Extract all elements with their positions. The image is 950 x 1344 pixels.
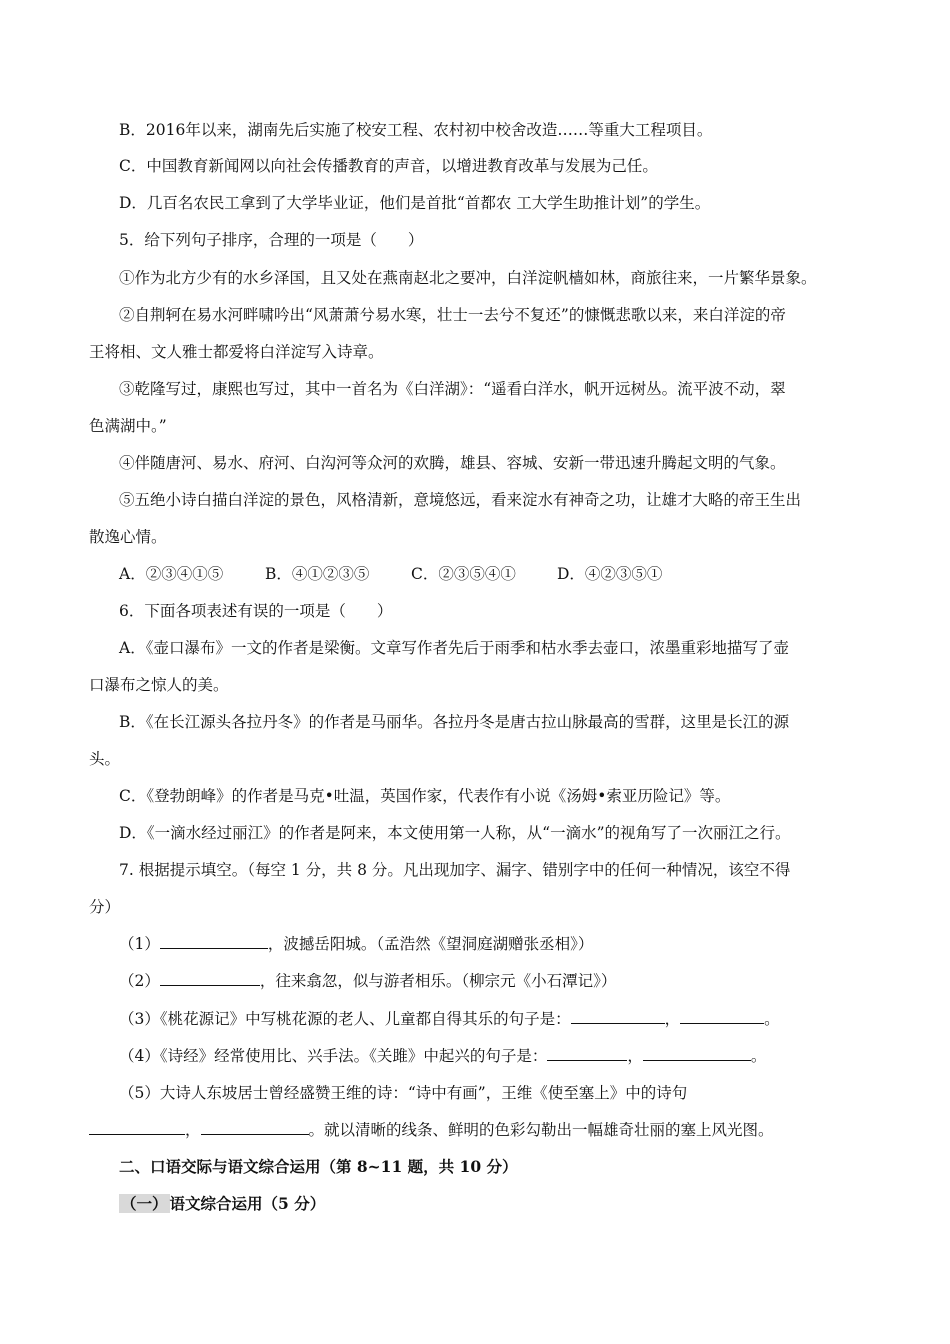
fill-5-text: 。就以清晰的线条、鲜明的色彩勾勒出一幅雄奇壮丽的塞上风光图。 <box>308 1121 774 1139</box>
fill-3-end: 。 <box>764 1010 780 1028</box>
fill-item-3 <box>0 1008 950 1030</box>
fill-1-number: （1） <box>119 935 160 953</box>
q5-option-d: D．④②③⑤① <box>557 565 663 583</box>
q6-option-c: C．《登勃朗峰》的作者是马克•吐温，英国作家，代表作有小说《汤姆•索亚历险记》等。 <box>119 787 731 805</box>
subsection-1-marker: （一） <box>121 1194 168 1213</box>
fill-2-number: （2） <box>119 972 160 990</box>
fill-item-2 <box>0 970 950 992</box>
q5-option-a: A．②③④①⑤ <box>119 565 224 583</box>
fill-1-text: ，波撼岳阳城。（孟浩然《望洞庭湖赠张丞相》） <box>267 935 594 953</box>
question-7-line-1: 7. 根据提示填空。（每空 1 分，共 8 分。凡出现加字、漏字、错别字中的任何一种情况，该空不得 <box>119 861 791 879</box>
q5-options <box>0 563 950 585</box>
fill-3-comma: ， <box>664 1010 681 1028</box>
fill-1-blank[interactable] <box>160 934 268 949</box>
q5-option-c: C．②③⑤④① <box>411 565 516 583</box>
q6-option-b-line-2: 头。 <box>89 750 121 768</box>
fill-5-comma: ， <box>185 1121 201 1139</box>
q4-option-b: B．2016年以来，湖南先后实施了校安工程、农村初中校舍改造……等重大工程项目。 <box>119 121 713 139</box>
sentence-4: ④伴随唐河、易水、府河、白沟河等众河的欢腾，雄县、容城、安新一带迅速升腾起文明的气象。 <box>119 454 786 472</box>
sentence-5-line-1: ⑤五绝小诗白描白洋淀的景色，风格清新，意境悠远，看来淀水有神奇之功，让雄才大略的帝王生出 <box>119 491 802 509</box>
fill-4-comma: ， <box>627 1047 643 1065</box>
sentence-1: ①作为北方少有的水乡泽国，且又处在燕南赵北之要冲，白洋淀帆樯如林，商旅往来，一片繁华景象。 <box>119 269 817 287</box>
section-2-heading: 二、口语交际与语文综合运用（第 8~11 题，共 10 分） <box>119 1157 518 1176</box>
question-7-line-2: 分） <box>89 898 121 916</box>
sentence-5-line-2: 散逸心情。 <box>89 528 167 546</box>
fill-5-blank-2[interactable] <box>201 1120 309 1135</box>
q4-option-d: D．几百名农民工拿到了大学毕业证，他们是首批“首都农 工大学生助推计划”的学生。 <box>119 194 711 212</box>
fill-item-1 <box>0 933 950 955</box>
fill-4-blank-2[interactable] <box>643 1046 751 1061</box>
q5-option-b: B．④①②③⑤ <box>265 565 370 583</box>
fill-4-blank-1[interactable] <box>547 1046 627 1061</box>
fill-3-blank-2[interactable] <box>680 1009 764 1024</box>
question-5: 5．给下列句子排序，合理的一项是（ ） <box>119 231 424 249</box>
q4-option-c: C．中国教育新闻网以向社会传播教育的声音，以增进教育改革与发展为己任。 <box>119 157 658 175</box>
fill-item-5-line-1: （5）大诗人东坡居士曾经盛赞王维的诗：“诗中有画”，王维《使至塞上》中的诗句 <box>119 1084 688 1102</box>
fill-item-5-line-2 <box>0 1119 950 1141</box>
fill-item-4 <box>0 1045 950 1067</box>
fill-2-blank[interactable] <box>160 971 260 986</box>
fill-4-text: （4）《诗经》经常使用比、兴手法。《关雎》中起兴的句子是： <box>119 1047 548 1065</box>
q6-option-d: D．《一滴水经过丽江》的作者是阿来，本文使用第一人称，从“一滴水”的视角写了一次丽江之行。 <box>119 824 791 842</box>
q6-option-a-line-1: A．《壶口瀑布》一文的作者是梁衡。文章写作者先后于雨季和枯水季去壶口，浓墨重彩地描写了壶 <box>119 639 789 657</box>
sentence-3-line-1: ③乾隆写过，康熙也写过，其中一首名为《白洋湖》：“遥看白洋水，帆开远树丛。流平波不动，翠 <box>119 380 786 398</box>
fill-2-text: ，往来翕忽，似与游者相乐。（柳宗元《小石潭记》） <box>259 972 617 990</box>
sentence-2-line-2: 王将相、文人雅士都爱将白洋淀写入诗章。 <box>89 343 384 361</box>
fill-3-text: （3）《桃花源记》中写桃花源的老人、儿童都自得其乐的句子是： <box>119 1010 571 1028</box>
fill-4-end: 。 <box>750 1047 767 1065</box>
subsection-1-heading <box>0 1193 950 1215</box>
fill-3-blank-1[interactable] <box>571 1009 665 1024</box>
sentence-3-line-2: 色满湖中。” <box>89 417 167 435</box>
subsection-1-title: 语文综合运用（5 分） <box>169 1194 326 1213</box>
fill-5-blank-1[interactable] <box>89 1120 185 1135</box>
question-6: 6．下面各项表述有误的一项是（ ） <box>119 602 393 620</box>
sentence-2-line-1: ②自荆轲在易水河畔啸吟出“风萧萧兮易水寒，壮士一去兮不复还”的慷慨悲歌以来，来白洋淀的帝 <box>119 306 786 324</box>
q6-option-b-line-1: B．《在长江源头各拉丹冬》的作者是马丽华。各拉丹冬是唐古拉山脉最高的雪群，这里是长江的源 <box>119 713 790 731</box>
q6-option-a-line-2: 口瀑布之惊人的美。 <box>89 676 229 694</box>
